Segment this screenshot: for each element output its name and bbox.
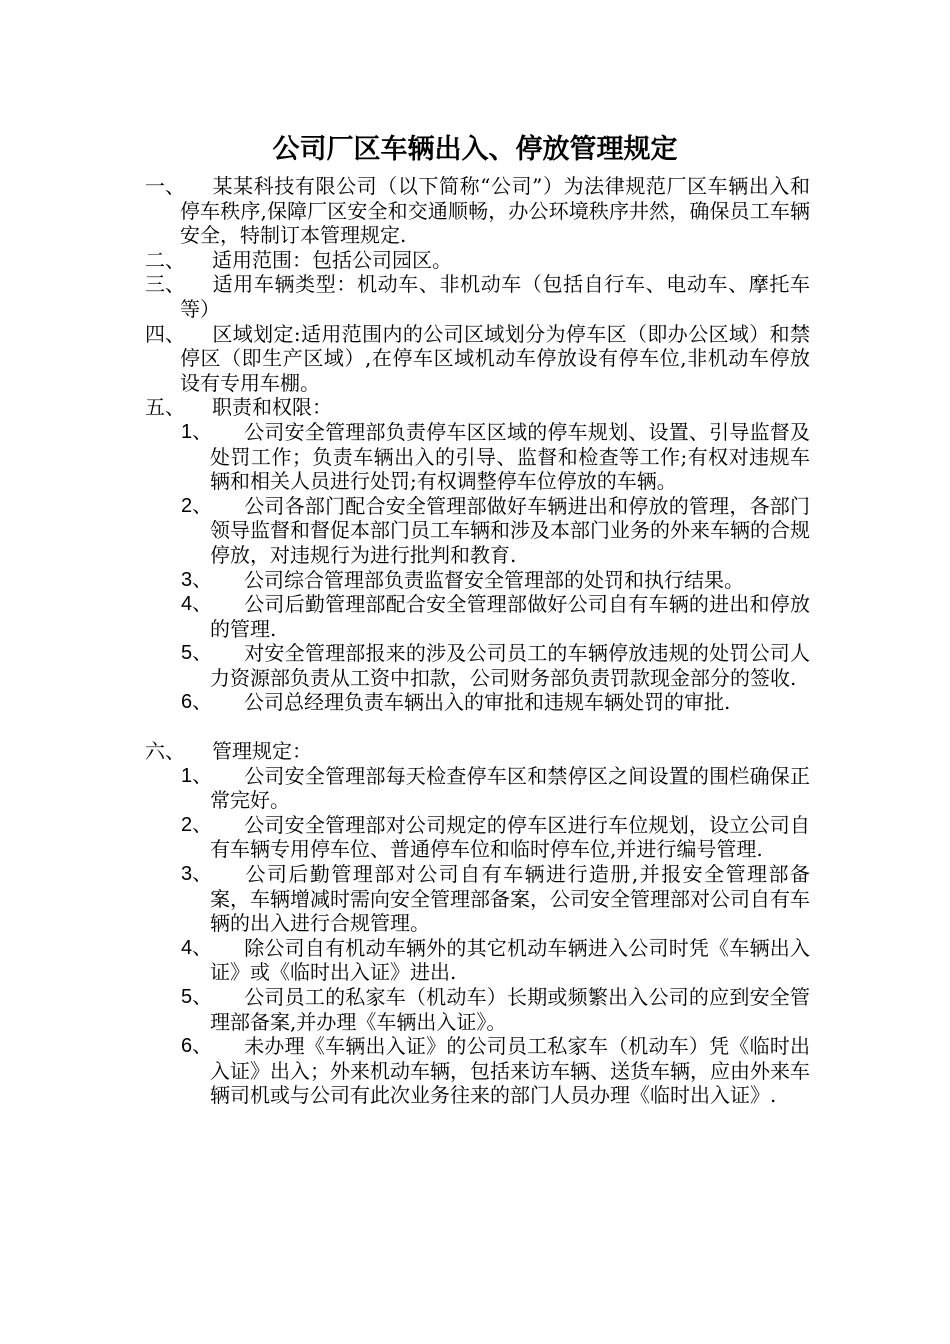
list-item	[0, 592, 950, 641]
item-number: 2、	[181, 494, 213, 517]
list-item	[0, 936, 950, 985]
section-number: 五、	[145, 395, 185, 420]
item-text: 公司各部门配合安全管理部做好车辆进出和停放的管理，各部门领导监督和督促本部门员工车辆和涉及本部门业务的外来车辆的合规停放，对违规行为进行批判和教育.	[210, 493, 810, 567]
section-text: 某某科技有限公司（以下简称“公司”）为法律规范厂区车辆出入和停车秩序,保障厂区安全和交通顺畅，办公环境秩序井然，确保员工车辆安全，特制订本管理规定.	[180, 174, 810, 248]
item-number: 3、	[181, 568, 213, 591]
item-text: 公司安全管理部每天检查停车区和禁停区之间设置的围栏确保正常完好。	[210, 763, 810, 813]
item-text: 公司后勤管理部对公司自有车辆进行造册,并报安全管理部备案，车辆增减时需向安全管理部备案，公司安全管理部对公司自有车辆的出入进行合规管理。	[210, 862, 810, 936]
section-text: 区域划定:适用范围内的公司区域划分为停车区（即办公区域）和禁停区（即生产区域）,在停车区域机动车停放设有停车位,非机动车停放设有专用车棚。	[180, 321, 810, 395]
item-number: 2、	[181, 813, 213, 836]
item-text: 除公司自有机动车辆外的其它机动车辆进入公司时凭《车辆出入证》或《临时出入证》进出.	[210, 935, 810, 985]
item-text: 公司总经理负责车辆出入的审批和违规车辆处罚的审批.	[244, 690, 731, 715]
section-number: 四、	[145, 321, 185, 346]
section-text: 适用车辆类型：机动车、非机动车（包括自行车、电动车、摩托车等）	[180, 272, 810, 321]
list-item	[0, 690, 950, 715]
section-6	[0, 739, 950, 764]
item-number: 3、	[181, 863, 213, 886]
item-text: 未办理《车辆出入证》的公司员工私家车（机动车）凭《临时出入证》出入；外来机动车辆，包括来访车辆、送货车辆，应由外来车辆司机或与公司有此次业务往来的部门人员办理《临时出入证》.	[210, 1034, 810, 1108]
section-number: 一、	[145, 174, 185, 198]
document-title: 公司厂区车辆出入、停放管理规定	[272, 134, 678, 165]
list-item	[0, 420, 950, 494]
blank-line	[0, 715, 950, 739]
item-text: 公司综合管理部负责监督安全管理部的处罚和执行结果。	[244, 567, 744, 592]
list-item	[0, 641, 950, 690]
section-text: 适用范围：包括公司园区。	[212, 247, 452, 272]
item-text: 公司后勤管理部配合安全管理部做好公司自有车辆的进出和停放的管理.	[210, 592, 810, 641]
item-number: 5、	[181, 986, 213, 1008]
section-5	[0, 395, 950, 420]
section-3	[0, 272, 950, 321]
section-2	[0, 248, 950, 273]
section-number: 六、	[145, 739, 185, 764]
list-item	[0, 813, 950, 862]
item-number: 1、	[181, 420, 213, 443]
list-item	[0, 1034, 950, 1108]
section-number: 三、	[145, 272, 185, 297]
item-number: 5、	[181, 642, 213, 665]
section-4	[0, 322, 950, 396]
item-number: 4、	[181, 593, 213, 616]
item-number: 6、	[181, 691, 213, 714]
item-text: 公司安全管理部对公司规定的停车区进行车位规划，设立公司自有车辆专用停车位、普通停车位和临时停车位,并进行编号管理.	[210, 812, 810, 862]
list-item	[0, 862, 950, 936]
section-1	[0, 174, 950, 248]
item-number: 4、	[181, 936, 213, 959]
item-number: 1、	[181, 764, 213, 787]
item-text: 公司员工的私家车（机动车）长期或频繁出入公司的应到安全管理部备案,并办理《车辆出入证》。	[210, 985, 810, 1034]
list-item	[0, 985, 950, 1034]
section-text: 管理规定：	[212, 739, 312, 764]
list-item	[0, 568, 950, 593]
section-number: 二、	[145, 247, 185, 272]
list-item	[0, 764, 950, 813]
section-text: 职责和权限：	[212, 395, 332, 420]
document-body	[0, 174, 950, 1108]
list-item	[0, 494, 950, 568]
item-number: 6、	[181, 1035, 213, 1058]
item-text: 对安全管理部报来的涉及公司员工的车辆停放违规的处罚公司人力资源部负责从工资中扣款，公司财务部负责罚款现金部分的签收.	[210, 641, 810, 690]
item-text: 公司安全管理部负责停车区区域的停车规划、设置、引导监督及处罚工作；负责车辆出入的引导、监督和检查等工作;有权对违规车辆和相关人员进行处罚;有权调整停车位停放的车辆。	[210, 419, 810, 494]
